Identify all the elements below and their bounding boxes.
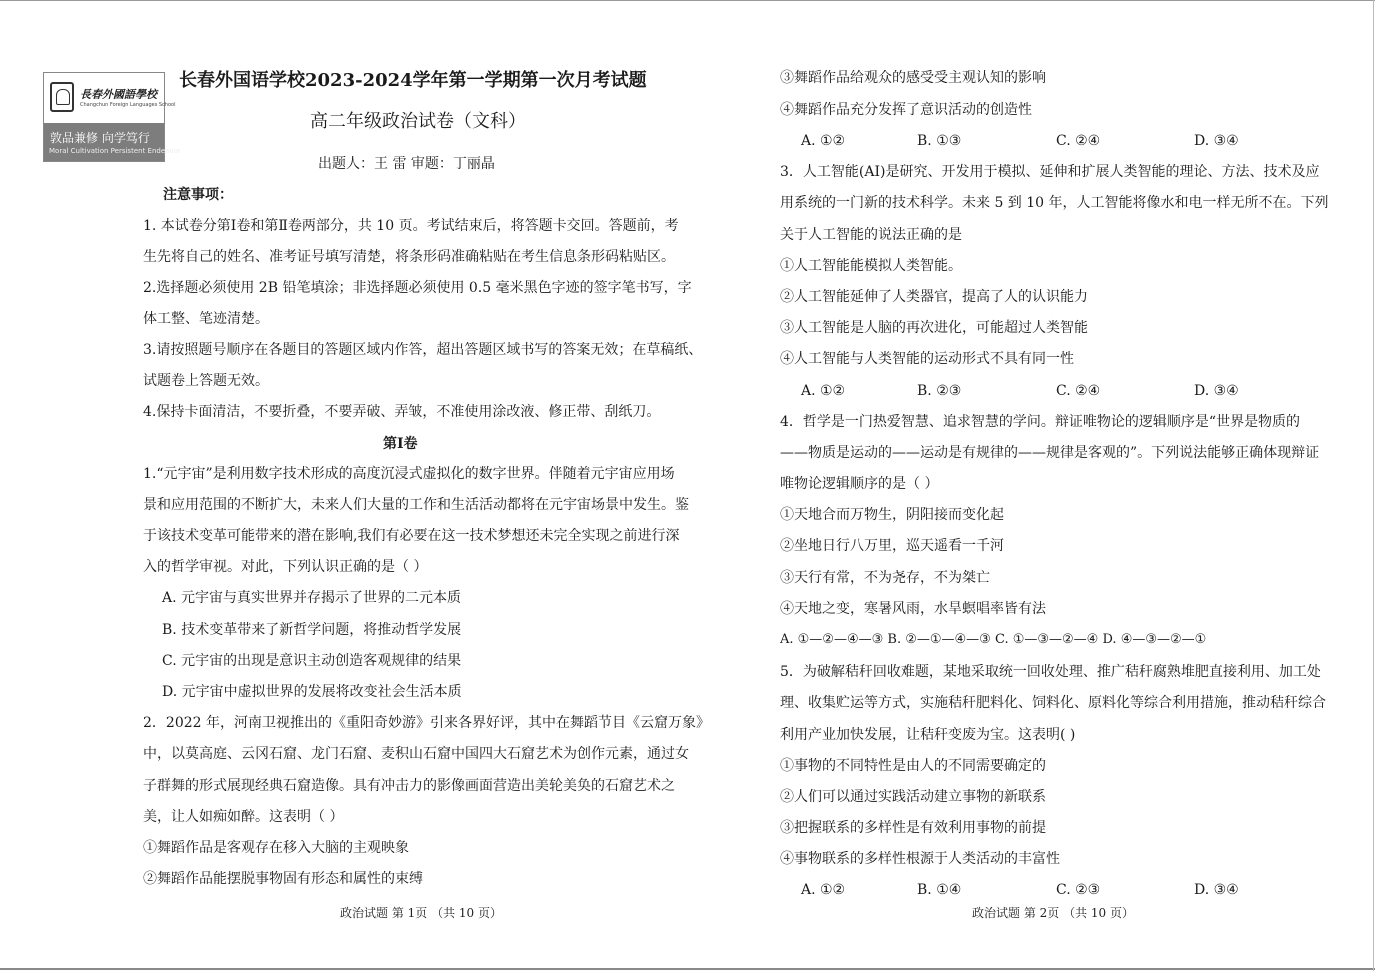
q3-choice-d: D. ③④ xyxy=(1194,383,1239,399)
q2-stem-line: 子群舞的形式展现经典石窟造像。具有冲击力的影像画面营造出美轮美奂的石窟艺术之 xyxy=(143,778,675,794)
notice-line: 体工整、笔迹清楚。 xyxy=(143,311,269,327)
q1-stem-line: 入的哲学审视。对此，下列认识正确的是（ ） xyxy=(143,559,428,575)
q5-stem-line: 利用产业加快发展，让秸秆变废为宝。这表明( ) xyxy=(780,727,1076,743)
q4-statement: ③天行有常，不为尧存，不为桀亡 xyxy=(780,570,990,586)
q4-stem-line: 唯物论逻辑顺序的是（ ） xyxy=(780,476,939,492)
school-seal-icon xyxy=(50,82,74,112)
logo-school-name-en: Changchun Foreign Languages School xyxy=(80,102,176,108)
notice-line: 试题卷上答题无效。 xyxy=(143,373,269,389)
q5-stem-line: 5．为破解秸秆回收难题，某地采取统一回收处理、推广秸秆腐熟堆肥直接利用、加工处 xyxy=(780,664,1321,680)
q2-stem-line: 美，让人如痴如醉。这表明（ ） xyxy=(143,809,344,825)
q2-statement: ③舞蹈作品给观众的感受受主观认知的影响 xyxy=(780,70,1046,86)
q5-statement: ②人们可以通过实践活动建立事物的新联系 xyxy=(780,789,1046,805)
q5-statement: ④事物联系的多样性根源于人类活动的丰富性 xyxy=(780,851,1060,867)
q3-statement: ①人工智能能模拟人类智能。 xyxy=(780,258,962,274)
notice-line: 生先将自己的姓名、准考证号填写清楚，将条形码准确粘贴在考生信息条形码粘贴区。 xyxy=(143,249,675,265)
q3-choice-a: A. ①② xyxy=(801,383,846,399)
q3-choice-b: B. ②③ xyxy=(917,383,962,399)
logo-emblem-area xyxy=(44,73,176,123)
notice-line: 3.请按照题号顺序在各题目的答题区域内作答，超出答题区域书写的答案无效；在草稿纸、 xyxy=(143,342,703,358)
q5-choice-c: C. ②③ xyxy=(1056,882,1101,898)
notice-line: 1. 本试卷分第Ⅰ卷和第Ⅱ卷两部分，共 10 页。考试结束后，将答题卡交回。答题前，考 xyxy=(143,218,679,234)
q4-statement: ②坐地日行八万里，巡天遥看一千河 xyxy=(780,538,1004,554)
section-heading: 第Ⅰ卷 xyxy=(383,436,418,452)
q4-statement: ④天地之变，寒暑风雨，水旱螟唱率皆有法 xyxy=(780,601,1046,617)
notice-line: 4.保持卡面清洁，不要折叠，不要弄破、弄皱，不准使用涂改液、修正带、刮纸刀。 xyxy=(143,404,661,420)
logo-school-name: 長春外國語學校 xyxy=(80,88,157,101)
q5-choice-b: B. ①④ xyxy=(917,882,962,898)
logo-motto-en: Moral Cultivation Persistent Endeavor xyxy=(49,147,181,155)
q3-statement: ③人工智能是人脑的再次进化，可能超过人类智能 xyxy=(780,320,1088,336)
q1-stem-line: 景和应用范围的不断扩大，未来人们大量的工作和生活活动都将在元宇宙场景中发生。鉴 xyxy=(143,497,689,513)
q3-statement: ④人工智能与人类智能的运动形式不具有同一性 xyxy=(780,351,1074,367)
q4-stem-line: ——物质是运动的——运动是有规律的——规律是客观的”。下列说法能够正确体现辩证 xyxy=(780,445,1320,461)
exam-title: 长春外国语学校2023-2024学年第一学期第一次月考试题 xyxy=(179,70,647,91)
q5-statement: ③把握联系的多样性是有效利用事物的前提 xyxy=(780,820,1046,836)
page-right-border xyxy=(1373,0,1374,971)
notice-line: 2.选择题必须使用 2B 铅笔填涂；非选择题必须使用 0.5 毫米黑色字迹的签字笔书写，字 xyxy=(143,280,692,296)
q3-statement: ②人工智能延伸了人类器官，提高了人的认识能力 xyxy=(780,289,1088,305)
q5-choice-d: D. ③④ xyxy=(1194,882,1239,898)
footer-page-1: 政治试题 第 1页 （共 10 页） xyxy=(340,906,502,920)
q3-stem-line: 3．人工智能(AI)是研究、开发用于模拟、延伸和扩展人类智能的理论、方法、技术及应 xyxy=(780,164,1320,180)
q5-stem-line: 理、收集贮运等方式，实施秸秆肥料化、饲料化、原料化等综合利用措施，推动秸秆综合 xyxy=(780,695,1326,711)
q3-stem-line: 用系统的一门新的技术科学。未来 5 到 10 年，人工智能将像水和电一样无所不在。下列 xyxy=(780,195,1329,211)
q4-statement: ①天地合而万物生，阴阳接而变化起 xyxy=(780,507,1004,523)
q2-statement: ①舞蹈作品是客观存在移入大脑的主观映象 xyxy=(143,840,409,856)
page-bottom-border xyxy=(0,968,1375,970)
q4-stem-line: 4．哲学是一门热爱智慧、追求智慧的学问。辩证唯物论的逻辑顺序是“世界是物质的 xyxy=(780,414,1301,430)
school-logo xyxy=(43,72,181,162)
q2-choice-d: D. ③④ xyxy=(1194,133,1239,149)
q5-choice-a: A. ①② xyxy=(801,882,846,898)
q3-stem-line: 关于人工智能的说法正确的是 xyxy=(780,227,962,243)
q1-stem-line: 于该技术变革可能带来的潜在影响,我们有必要在这一技术梦想还未完全实现之前进行深 xyxy=(143,528,680,544)
q1-stem-line: 1.“元宇宙”是利用数字技术形成的高度沉浸式虚拟化的数字世界。伴随着元宇宙应用场 xyxy=(143,466,675,482)
q1-option-b: B. 技术变革带来了新哲学问题，将推动哲学发展 xyxy=(162,622,462,638)
page-top-border xyxy=(0,0,1375,1)
footer-page-2: 政治试题 第 2页 （共 10 页） xyxy=(972,906,1134,920)
q2-statement: ②舞蹈作品能摆脱事物固有形态和属性的束缚 xyxy=(143,871,423,887)
q2-stem-line: 2．2022 年，河南卫视推出的《重阳奇妙游》引来各界好评，其中在舞蹈节目《云窟万象》 xyxy=(143,715,710,731)
q1-option-a: A. 元宇宙与真实世界并存揭示了世界的二元本质 xyxy=(162,590,462,606)
q2-choice-b: B. ①③ xyxy=(917,133,962,149)
q1-option-c: C. 元宇宙的出现是意识主动创造客观规律的结果 xyxy=(162,653,462,669)
logo-motto: 敦品兼修 向学笃行 xyxy=(50,131,150,145)
q2-statement: ④舞蹈作品充分发挥了意识活动的创造性 xyxy=(780,102,1032,118)
exam-subtitle: 高二年级政治试卷（文科） xyxy=(310,111,526,132)
q3-choice-c: C. ②④ xyxy=(1056,383,1101,399)
q2-stem-line: 中，以莫高庭、云冈石窟、龙门石窟、麦积山石窟中国四大石窟艺术为创作元素，通过女 xyxy=(143,746,689,762)
q5-statement: ①事物的不同特性是由人的不同需要确定的 xyxy=(780,758,1046,774)
q2-choice-a: A. ①② xyxy=(801,133,846,149)
notice-heading: 注意事项： xyxy=(163,187,233,203)
q4-choices: A. ①—②—④—③ B. ②—①—④—③ C. ①—③—②—④ D. ④—③—②—① xyxy=(780,632,1207,647)
q2-choice-c: C. ②④ xyxy=(1056,133,1101,149)
logo-motto-band xyxy=(44,123,181,161)
q1-option-d: D. 元宇宙中虚拟世界的发展将改变社会生活本质 xyxy=(162,684,462,700)
exam-authors: 出题人：王 雷 审题：丁丽晶 xyxy=(318,156,495,172)
